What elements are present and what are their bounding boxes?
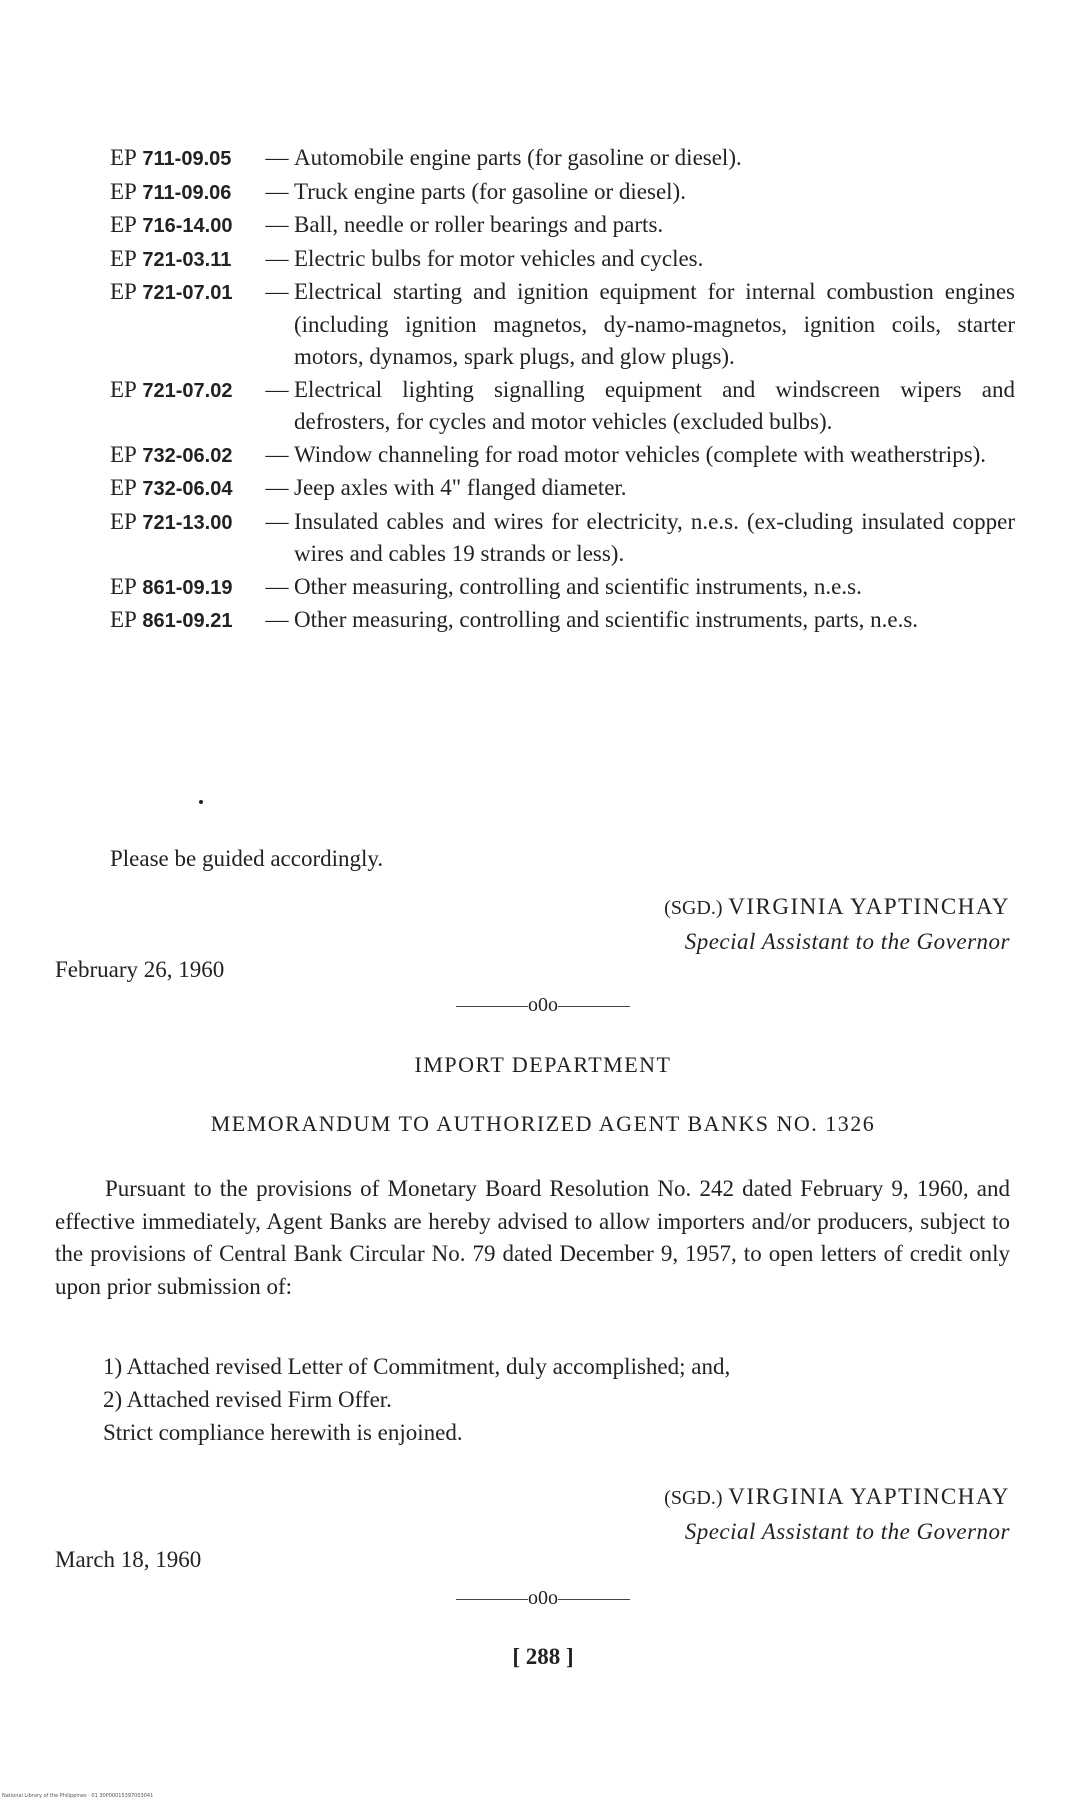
- scan-footer: National Library of the Philippines · 01 30P00015397003041: [2, 1793, 154, 1799]
- list-item: EP 721-07.02 — Electrical lighting signalling equipment and windscreen wipers and defrosters, for cycles and motor vehicles (excluded bulbs).: [110, 374, 1015, 439]
- product-description: Jeep axles with 4" flanged diameter.: [294, 475, 627, 500]
- requirements-list: [103, 1350, 983, 1449]
- separator-rule: [456, 1006, 528, 1007]
- signatory-line: [664, 1480, 1010, 1515]
- product-code: EP 721-07.01: [110, 279, 233, 304]
- memo-date: March 18, 1960: [55, 1547, 202, 1572]
- product-description: Truck engine parts (for gasoline or diesel).: [294, 178, 686, 204]
- product-description: Other measuring, controlling and scientific instruments, n.e.s.: [294, 573, 862, 599]
- separator-rule: [456, 1599, 528, 1600]
- product-code: EP 721-07.02: [110, 376, 233, 402]
- list-item: EP 732-06.02 — Window channeling for road motor vehicles (complete with weatherstrips).: [110, 439, 1015, 473]
- list-item: 2) Attached revised Firm Offer.: [103, 1387, 392, 1412]
- separator-rule: [558, 1599, 630, 1600]
- product-code: EP 732-06.02: [110, 441, 233, 467]
- separator-rule: [558, 1006, 630, 1007]
- memo-body-paragraph: Pursuant to the provisions of Monetary Board Resolution No. 242 dated February 9, 1960, and effective immediately, Agent Banks are hereby advised to allow importers and/or producers, subject to the provisions of Central Bank Circular No. 79 dated December 9, 1957, to open letters of credit only upon prior submission of:: [55, 1176, 1010, 1299]
- signed-abbreviation: (SGD.): [664, 1487, 723, 1509]
- product-code: EP 716-14.00: [110, 212, 233, 237]
- product-code: EP 721-03.11: [110, 245, 232, 271]
- compliance-line: Strict compliance herewith is enjoined.: [103, 1420, 463, 1445]
- section-separator: o0o: [0, 994, 1086, 1017]
- signature-block: [664, 1480, 1010, 1548]
- list-item: EP 721-07.01 — Electrical starting and ignition equipment for internal combustion engines (including ignition magnetos, dy-namo-magnetos, ignition coils, starter motors, dynamos, spark plugs, and glow plugs).: [110, 276, 1015, 374]
- product-description: Insulated cables and wires for electricity, n.e.s. (ex-cluding insulated copper wires and cables 19 strands or less).: [294, 508, 1015, 566]
- list-item: EP 711-09.05 — Automobile engine parts (for gasoline or diesel).: [110, 142, 1015, 176]
- product-code: EP 711-09.06: [110, 178, 232, 204]
- signatory-title: Special Assistant to the Governor: [684, 1519, 1010, 1544]
- list-item: EP 716-14.00 — Ball, needle or roller bearings and parts.: [110, 209, 1015, 243]
- list-item: EP 711-09.06 — Truck engine parts (for gasoline or diesel).: [110, 176, 1015, 210]
- product-description: Electrical lighting signalling equipment and windscreen wipers and defrosters, for cycles and motor vehicles (excluded bulbs).: [294, 376, 1015, 434]
- list-item: EP 721-13.00 — Insulated cables and wires for electricity, n.e.s. (ex-cluding insulated copper wires and cables 19 strands or less).: [110, 506, 1015, 571]
- list-item: 1) Attached revised Letter of Commitment, duly accomplished; and,: [103, 1354, 731, 1379]
- signed-abbreviation: (SGD.): [664, 897, 723, 919]
- section-separator: o0o: [0, 1587, 1086, 1610]
- list-item: EP 861-09.21 — Other measuring, controlling and scientific instruments, parts, n.e.s.: [110, 604, 1015, 638]
- export-product-list: [110, 142, 1015, 638]
- stray-dot-mark: [199, 800, 203, 804]
- signatory-name: VIRGINIA YAPTINCHAY: [728, 1484, 1010, 1509]
- list-item: EP 732-06.04 — Jeep axles with 4" flanged diameter.: [110, 472, 1015, 506]
- product-code: EP 732-06.04: [110, 475, 233, 500]
- product-description: Electrical starting and ignition equipment for internal combustion engines (including ignition magnetos, dy-namo-magnetos, ignition coils, starter motors, dynamos, spark plugs, and glow plugs).: [294, 279, 1015, 369]
- product-code: EP 861-09.21: [110, 607, 233, 632]
- product-code: EP 711-09.05: [110, 145, 232, 170]
- page-number: [ 288 ]: [512, 1644, 574, 1669]
- product-description: Window channeling for road motor vehicles (complete with weatherstrips).: [294, 441, 987, 467]
- signature-block: [664, 890, 1010, 958]
- list-item: EP 861-09.19 — Other measuring, controlling and scientific instruments, n.e.s.: [110, 571, 1015, 605]
- product-code: EP 721-13.00: [110, 508, 233, 534]
- signatory-title: Special Assistant to the Governor: [684, 929, 1010, 954]
- signatory-line: [664, 890, 1010, 925]
- list-item: EP 721-03.11 — Electric bulbs for motor vehicles and cycles.: [110, 243, 1015, 277]
- memo-title: MEMORANDUM TO AUTHORIZED AGENT BANKS NO. 1326: [210, 1111, 876, 1136]
- product-description: Ball, needle or roller bearings and parts.: [294, 212, 664, 237]
- product-description: Other measuring, controlling and scientific instruments, parts, n.e.s.: [294, 607, 919, 632]
- department-heading: IMPORT DEPARTMENT: [414, 1052, 672, 1077]
- product-description: Electric bulbs for motor vehicles and cycles.: [294, 245, 704, 271]
- memo-date: February 26, 1960: [55, 957, 225, 982]
- closing-line: Please be guided accordingly.: [110, 846, 384, 871]
- product-description: Automobile engine parts (for gasoline or diesel).: [294, 145, 742, 170]
- product-code: EP 861-09.19: [110, 573, 233, 599]
- signatory-name: VIRGINIA YAPTINCHAY: [728, 894, 1010, 919]
